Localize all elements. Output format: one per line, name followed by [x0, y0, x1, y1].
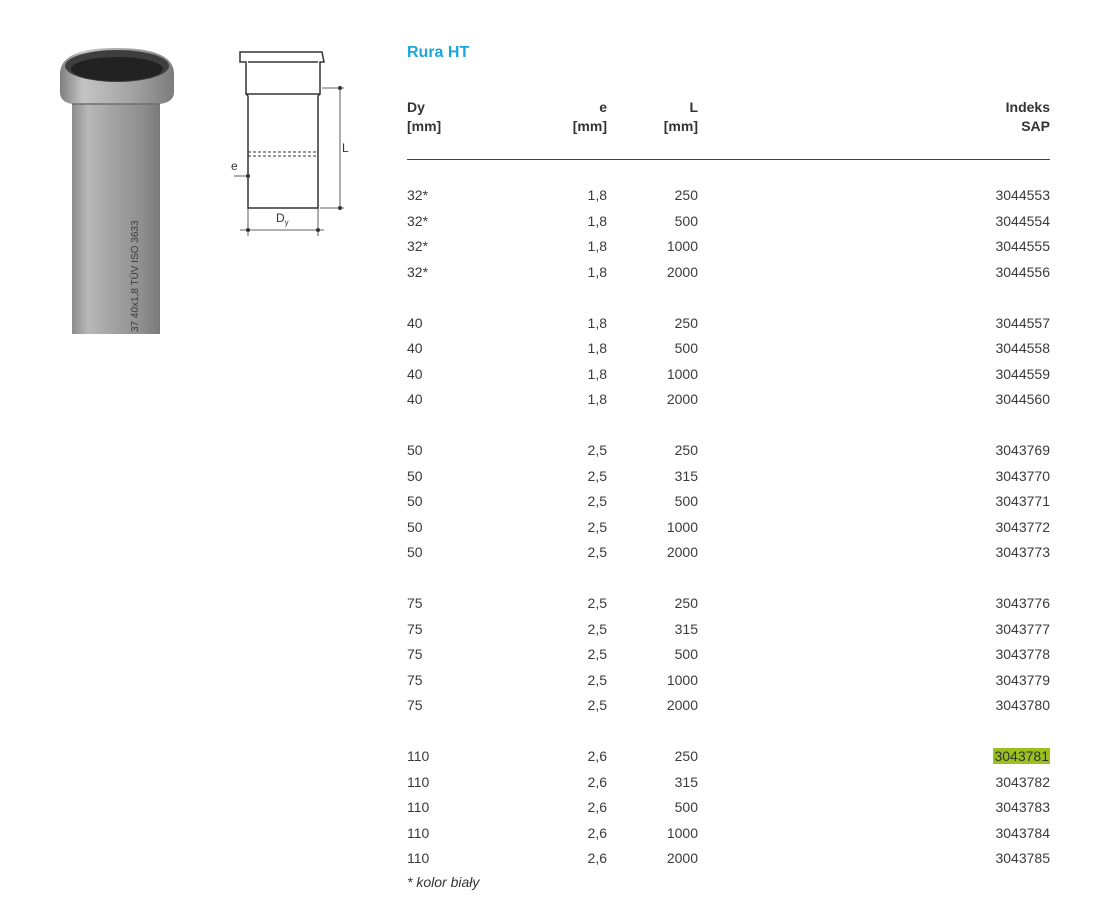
cell-index: 3044554	[995, 212, 1050, 229]
page-title: Rura HT	[407, 44, 470, 61]
cell-e: 1,8	[587, 365, 607, 382]
cell-index: 3043779	[995, 671, 1050, 688]
column-header-index: Indeks SAP	[1005, 99, 1050, 134]
cell-index: 3044557	[995, 314, 1050, 331]
cell-index: 3044558	[995, 340, 1050, 357]
cell-e: 1,8	[587, 340, 607, 357]
cell-index: 3043771	[995, 493, 1050, 510]
cell-l: 1000	[666, 238, 698, 254]
cell-index: 3044560	[995, 391, 1050, 408]
cell-l: 2000	[666, 391, 698, 408]
column-header-e: e [mm]	[572, 99, 607, 134]
table-row	[407, 795, 1050, 821]
cell-l: 2000	[666, 850, 698, 867]
cell-e: 2,6	[587, 748, 607, 765]
table-row	[407, 770, 1050, 796]
cell-e: 1,8	[587, 212, 607, 229]
cell-dy: 50	[407, 442, 423, 459]
cell-index: 3043769	[995, 442, 1050, 459]
cell-e: 2,6	[587, 824, 607, 841]
cell-l: 315	[674, 620, 698, 637]
cell-e: 1,8	[587, 238, 607, 254]
cell-index: 3043770	[995, 467, 1050, 484]
drawing-label-e: e	[231, 159, 238, 173]
cell-dy: 110	[407, 748, 430, 765]
footnote: * kolor biały	[407, 874, 480, 890]
cell-index: 3044555	[995, 238, 1050, 254]
cell-e: 2,6	[587, 799, 607, 816]
cell-dy: 40	[407, 391, 423, 408]
cell-dy: 75	[407, 697, 423, 714]
cell-index: 3043783	[995, 799, 1050, 816]
column-header-dy: Dy [mm]	[407, 99, 442, 134]
drawing-label-l: L	[342, 141, 349, 155]
cell-l: 250	[674, 187, 698, 203]
table-row	[407, 387, 1050, 413]
cell-l: 315	[674, 773, 698, 790]
table-row	[407, 846, 1050, 872]
cell-l: 2000	[666, 697, 698, 714]
cell-index: 3043777	[995, 620, 1050, 637]
cell-e: 2,5	[587, 442, 607, 459]
cell-dy: 110	[407, 799, 430, 816]
table-row	[407, 311, 1050, 337]
cell-l: 500	[674, 212, 698, 229]
table-row	[407, 668, 1050, 694]
table-row	[407, 821, 1050, 847]
product-table	[407, 183, 1050, 872]
cell-dy: 32*	[407, 263, 429, 280]
table-row	[407, 693, 1050, 719]
table-row	[407, 234, 1050, 260]
pipe-technical-drawing	[226, 40, 366, 240]
cell-dy: 75	[407, 671, 423, 688]
table-row	[407, 515, 1050, 541]
cell-e: 2,5	[587, 646, 607, 663]
cell-e: 2,6	[587, 850, 607, 867]
cell-index: 3044553	[995, 187, 1050, 203]
cell-index: 3043772	[995, 518, 1050, 535]
cell-l: 500	[674, 646, 698, 663]
cell-index: 3043784	[995, 824, 1050, 841]
pipe-print	[129, 220, 141, 332]
cell-l: 1000	[666, 518, 698, 535]
cell-l: 250	[674, 442, 698, 459]
cell-l: 500	[674, 493, 698, 510]
cell-index: 3044556	[995, 263, 1050, 280]
cell-index: 3043778	[995, 646, 1050, 663]
highlighted-index: 3043781	[994, 748, 1049, 765]
cell-l: 250	[674, 595, 698, 612]
cell-index: 3044559	[995, 365, 1050, 382]
cell-e: 2,5	[587, 493, 607, 510]
cell-e: 2,5	[587, 671, 607, 688]
drawing-label-dy: $D_y$	[276, 211, 289, 227]
cell-l: 2000	[666, 544, 698, 561]
table-row	[407, 183, 1050, 209]
cell-dy: 32*	[407, 238, 429, 254]
table-row	[407, 362, 1050, 388]
cell-l: 500	[674, 340, 698, 357]
cell-index: 3043780	[995, 697, 1050, 714]
table-row	[407, 642, 1050, 668]
cell-e: 1,8	[587, 263, 607, 280]
cell-dy: 110	[407, 773, 430, 790]
cell-dy: 50	[407, 467, 423, 484]
cell-e: 1,8	[587, 314, 607, 331]
cell-l: 315	[674, 467, 698, 484]
cell-index	[993, 746, 1050, 766]
cell-dy: 50	[407, 518, 423, 535]
cell-e: 2,5	[587, 467, 607, 484]
cell-l: 1000	[666, 671, 698, 688]
cell-e: 2,5	[587, 620, 607, 637]
table-row	[407, 540, 1050, 566]
cell-l: 1000	[666, 824, 698, 841]
cell-dy: 110	[407, 850, 430, 867]
cell-e: 2,5	[587, 518, 607, 535]
cell-index: 3043773	[995, 544, 1050, 561]
cell-dy: 110	[407, 824, 430, 841]
table-row	[407, 260, 1050, 286]
cell-l: 1000	[666, 365, 698, 382]
cell-dy: 40	[407, 340, 423, 357]
cell-dy: 75	[407, 595, 423, 612]
cell-e: 2,5	[587, 697, 607, 714]
cell-e: 1,8	[587, 187, 607, 203]
cell-dy: 40	[407, 365, 423, 382]
cell-dy: 40	[407, 314, 423, 331]
table-row	[407, 438, 1050, 464]
cell-dy: 50	[407, 544, 423, 561]
table-row	[407, 744, 1050, 770]
header-divider	[407, 159, 1050, 160]
cell-index: 3043782	[995, 773, 1050, 790]
column-header-l: L [mm]	[663, 99, 698, 134]
cell-e: 2,6	[587, 773, 607, 790]
cell-index: 3043776	[995, 595, 1050, 612]
cell-l: 2000	[666, 263, 698, 280]
svg-text:37 40x1,8 TÜV ISO 3633: 37 40x1,8 TÜV ISO 3633	[130, 220, 141, 332]
table-row	[407, 591, 1050, 617]
cell-e: 2,5	[587, 544, 607, 561]
cell-dy: 75	[407, 620, 423, 637]
cell-l: 500	[674, 799, 698, 816]
table-row	[407, 209, 1050, 235]
cell-dy: 32*	[407, 187, 429, 203]
cell-index: 3043785	[995, 850, 1050, 867]
cell-l: 250	[674, 748, 698, 765]
table-row	[407, 617, 1050, 643]
cell-dy: 75	[407, 646, 423, 663]
pipe-photo	[56, 40, 180, 334]
cell-l: 250	[674, 314, 698, 331]
cell-e: 2,5	[587, 595, 607, 612]
cell-dy: 32*	[407, 212, 429, 229]
cell-dy: 50	[407, 493, 423, 510]
cell-e: 1,8	[587, 391, 607, 408]
table-row	[407, 464, 1050, 490]
table-row	[407, 489, 1050, 515]
table-row	[407, 336, 1050, 362]
